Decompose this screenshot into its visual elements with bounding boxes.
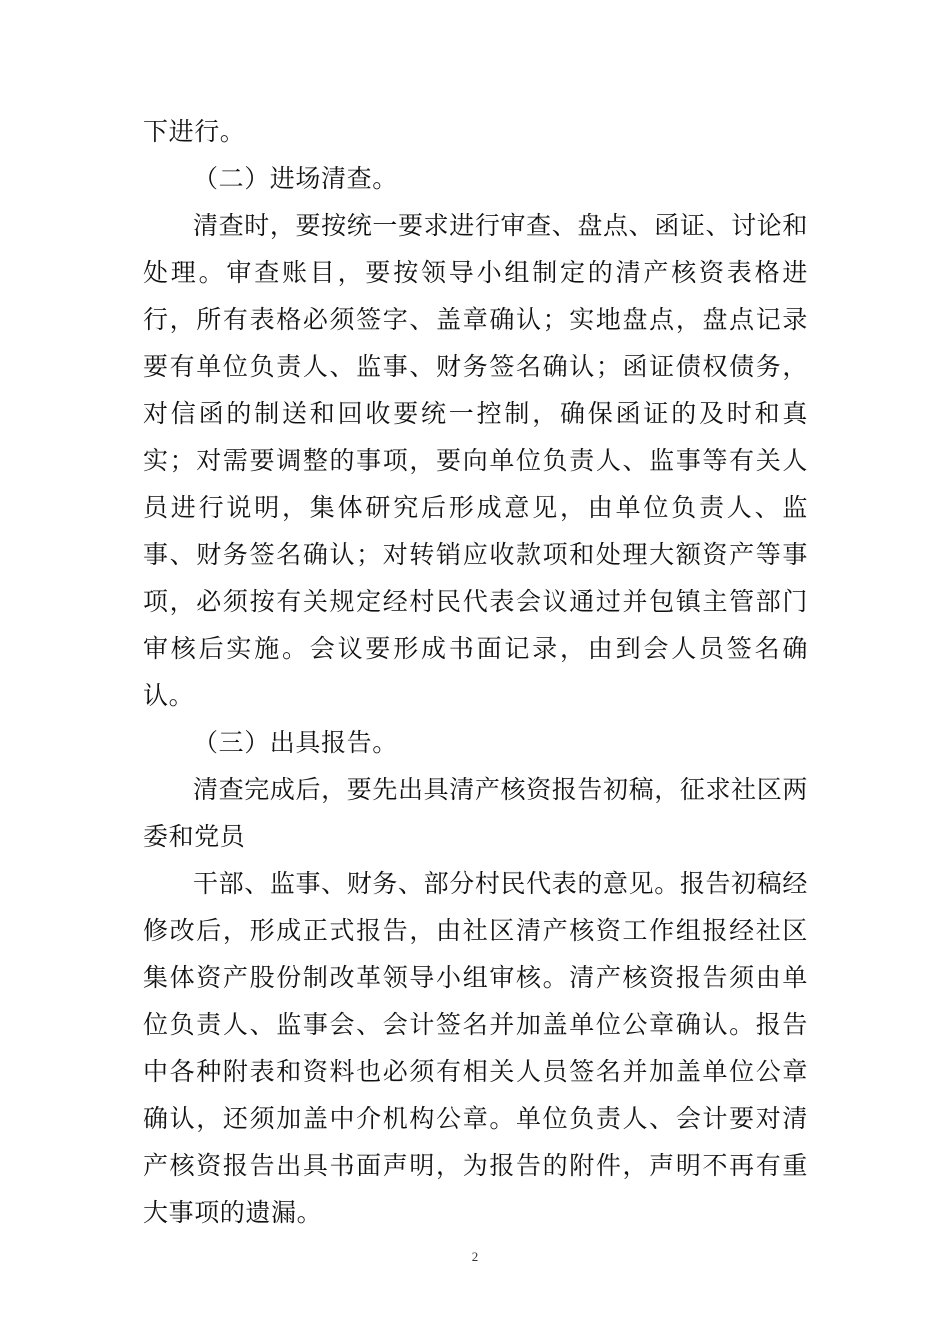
paragraph-final-report: 干部、监事、财务、部分村民代表的意见。报告初稿经修改后，形成正式报告，由社区清产核资工作组报经社区集体资产股份制改革领导小组审核。清产核资报告须由单位负责人、监事会、会计签名并加盖单位公章确认。报告中各种附表和资料也必须有相关人员签名并加盖单位公章确认，还须加盖中介机构公章。单位负责人、会计要对清产核资报告出具书面声明，为报告的附件，声明不再有重大事项的遗漏。 <box>143 869 808 1227</box>
section-heading-3: （三）出具报告。 <box>193 728 398 757</box>
paragraph-continuation: 下进行。 <box>143 117 246 146</box>
body-text <box>143 108 808 1236</box>
paragraph-draft-report: 清查完成后，要先出具清产核资报告初稿，征求社区两委和党员 <box>143 775 808 851</box>
paragraph-inspection: 清查时，要按统一要求进行审查、盘点、函证、讨论和处理。审查账目，要按领导小组制定的清产核资表格进行，所有表格必须签字、盖章确认；实地盘点，盘点记录要有单位负责人、监事、财务签名确认；函证债权债务，对信函的制送和回收要统一控制，确保函证的及时和真实；对需要调整的事项，要向单位负责人、监事等有关人员进行说明，集体研究后形成意见，由单位负责人、监事、财务签名确认；对转销应收款项和处理大额资产等事项，必须按有关规定经村民代表会议通过并包镇主管部门审核后实施。会议要形成书面记录，由到会人员签名确认。 <box>143 211 808 710</box>
section-heading-2: （二）进场清查。 <box>193 164 398 193</box>
page-number: 2 <box>471 1249 479 1264</box>
